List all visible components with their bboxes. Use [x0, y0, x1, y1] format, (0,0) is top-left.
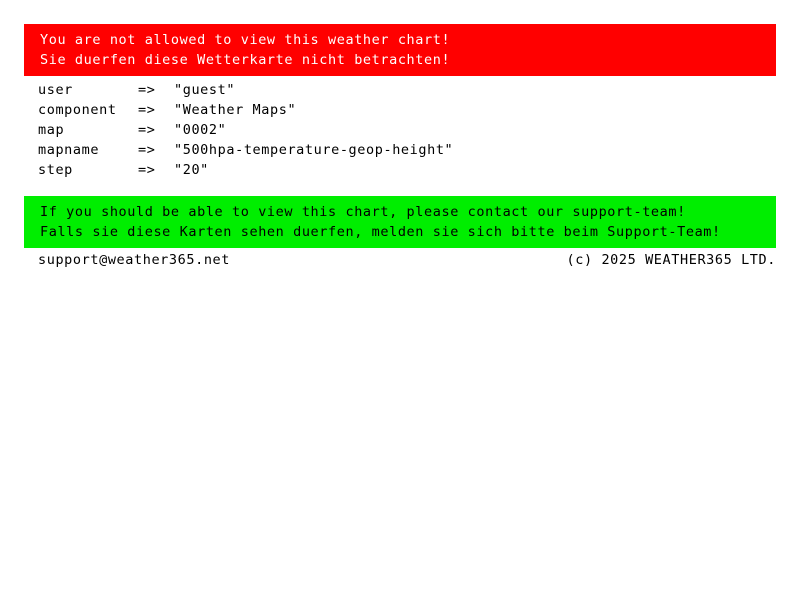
- param-arrow: =>: [138, 102, 156, 118]
- param-value-user: "guest": [174, 82, 236, 98]
- table-row: [38, 120, 453, 140]
- param-value-component: "Weather Maps": [174, 102, 297, 118]
- param-arrow: =>: [138, 162, 156, 178]
- param-key-component: component: [38, 102, 117, 118]
- param-key-step: step: [38, 162, 73, 178]
- error-banner-line-en: You are not allowed to view this weather chart!: [40, 32, 451, 48]
- copyright-text: (c) 2025 WEATHER365 LTD.: [566, 252, 776, 268]
- parameter-table: [38, 80, 453, 180]
- param-arrow: =>: [138, 122, 156, 138]
- table-row: [38, 140, 453, 160]
- param-arrow: =>: [138, 142, 156, 158]
- info-banner-line-en: If you should be able to view this chart, please contact our support-team!: [40, 204, 686, 220]
- param-arrow: =>: [138, 82, 156, 98]
- support-email-link[interactable]: support@weather365.net: [38, 252, 231, 268]
- table-row: [38, 160, 453, 180]
- error-banner-line-de: Sie duerfen diese Wetterkarte nicht betrachten!: [40, 52, 451, 68]
- param-value-mapname: "500hpa-temperature-geop-height": [174, 142, 454, 158]
- param-value-map: "0002": [174, 122, 227, 138]
- param-key-user: user: [38, 82, 73, 98]
- table-row: [38, 80, 453, 100]
- error-banner: [24, 24, 776, 76]
- table-row: [38, 100, 453, 120]
- info-banner: [24, 196, 776, 248]
- footer: [38, 250, 776, 270]
- param-value-step: "20": [174, 162, 209, 178]
- param-key-map: map: [38, 122, 65, 138]
- param-key-mapname: mapname: [38, 142, 100, 158]
- info-banner-line-de: Falls sie diese Karten sehen duerfen, melden sie sich bitte beim Support-Team!: [40, 224, 721, 240]
